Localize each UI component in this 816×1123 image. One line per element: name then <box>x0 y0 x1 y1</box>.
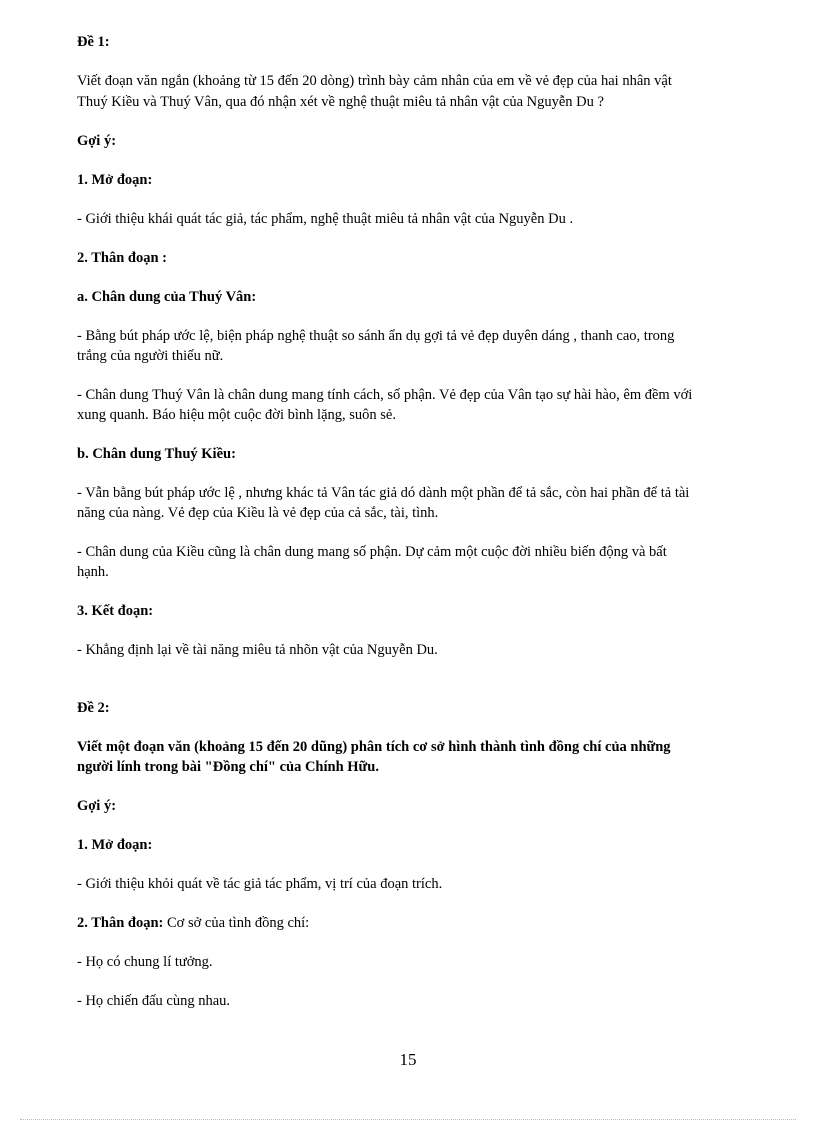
de1-heading: Đề 1: <box>77 34 110 50</box>
de1-section-a-p2-line2: xung quanh. Báo hiệu một cuộc đời bình lặng, suôn sẻ. <box>77 407 396 423</box>
de2-prompt-line1: Viết một đoạn văn (khoảng 15 đến 20 dũng) phân tích cơ sở hình thành tình đồng chí của những <box>77 739 671 755</box>
de1-section-b-p1-line1: - Vẫn bằng bút pháp ước lệ , nhưng khác tả Vân tác giả dó dành một phần để tả sắc, còn hai phần để tả tài <box>77 485 690 501</box>
de1-conclusion-text: - Khẳng định lại về tài năng miêu tả nhõn vật của Nguyễn Du. <box>77 642 438 658</box>
de1-prompt-line2: Thuý Kiều và Thuý Vân, qua đó nhận xét về nghệ thuật miêu tả nhân vật của Nguyễn Du ? <box>77 94 604 110</box>
de1-section-a-heading: a. Chân dung của Thuý Vân: <box>77 289 257 305</box>
de1-section-a-p1-line1: - Bằng bút pháp ước lệ, biện pháp nghệ thuật so sánh ẩn dụ gợi tả vẻ đẹp duyên dáng , thanh cao, trong <box>77 328 675 344</box>
de1-hint-label: Gợi ý: <box>77 133 117 149</box>
de1-section-b-p1-line2: năng của nàng. Vẻ đẹp của Kiều là vẻ đẹp của cả sắc, tài, tình. <box>77 505 439 521</box>
page-bottom-divider <box>20 1119 796 1120</box>
de1-intro-text: - Giới thiệu khái quát tác giả, tác phẩm, nghệ thuật miêu tả nhân vật của Nguyễn Du . <box>77 211 574 227</box>
de1-body-heading: 2. Thân đoạn : <box>77 250 167 266</box>
de1-prompt-line1: Viết đoạn văn ngắn (khoảng từ 15 đến 20 dòng) trình bày cảm nhân của em về vẻ đẹp của hai nhân vật <box>77 73 672 89</box>
de2-body-line <box>77 913 757 933</box>
page-number: 15 <box>399 1050 417 1069</box>
de2-item-1: - Họ có chung lí tưởng. <box>77 954 213 970</box>
de1-section-a-p1-line2: trắng của người thiếu nữ. <box>77 348 224 364</box>
de1-intro-heading: 1. Mở đoạn: <box>77 172 153 188</box>
de1-conclusion-heading: 3. Kết đoạn: <box>77 603 154 619</box>
de1-section-b-p2-line2: hạnh. <box>77 564 109 580</box>
de2-item-2: - Họ chiến đấu cùng nhau. <box>77 993 231 1009</box>
de1-section-b-heading: b. Chân dung Thuý Kiều: <box>77 446 236 462</box>
de1-section-b-p2-line1: - Chân dung của Kiều cũng là chân dung mang số phận. Dự cảm một cuộc đời nhiều biến động và bất <box>77 544 667 560</box>
de2-intro-heading: 1. Mở đoạn: <box>77 837 153 853</box>
de2-body-text: Cơ sở của tình đồng chí: <box>163 915 310 931</box>
de2-body-heading: 2. Thân đoạn: <box>77 915 164 931</box>
de2-intro-text: - Giới thiệu khỏi quát về tác giả tác phẩm, vị trí của đoạn trích. <box>77 876 443 892</box>
de2-hint-label: Gợi ý: <box>77 798 117 814</box>
de1-section-a-p2-line1: - Chân dung Thuý Vân là chân dung mang tính cách, số phận. Vẻ đẹp của Vân tạo sự hài hào, êm đềm với <box>77 387 693 403</box>
de2-prompt-line2: người lính trong bài "Đồng chí" của Chính Hữu. <box>77 759 379 775</box>
de2-heading: Đề 2: <box>77 700 110 716</box>
